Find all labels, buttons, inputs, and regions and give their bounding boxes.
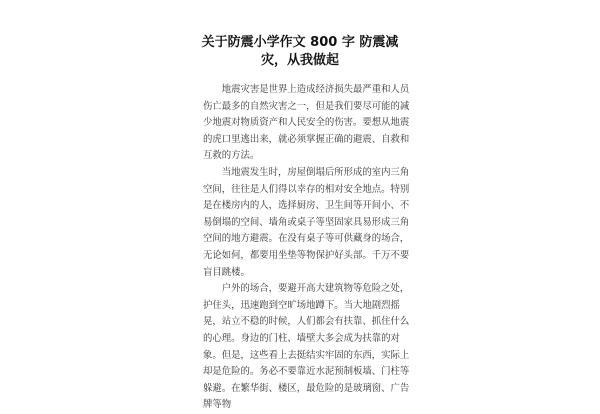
article-body — [203, 82, 415, 414]
paragraph: 当地震发生时，房屋倒塌后所形成的室内三角空间，往往是人们得以幸存的相对安全地点。特别是在楼房内的人，选择厨房、卫生间等开间小、不易倒塌的空间、墙角或桌子等坚固家具易形成三角空间的地方避震。在没有桌子等可供藏身的场合，无论如何，都要用坐垫等物保护好头部。千万不要盲目跳楼。 — [203, 166, 410, 278]
paragraph: 地震灾害是世界上造成经济损失最严重和人员伤亡最多的自然灾害之一，但是我们要尽可能的减少地震对物质资产和人民安全的伤害。要想从地震的虎口里逃出来，就必须掌握正确的避震、自救和互救的方法。 — [203, 84, 410, 162]
paragraph: 户外的场合，要避开高大建筑物等危险之处，护住头，迅速跑到空旷场地蹲下。当大地剧烈摇晃，站立不稳的时候，人们都会有扶靠、抓住什么的心理。身边的门柱、墙壁大多会成为扶靠的对象。但是，这些看上去挺结实牢固的东西，实际上却是危险的。务必不要靠近水泥预制板墙、门柱等躲避。在繁华街、楼区，最危险的是玻璃窗、广告牌等物 — [203, 283, 410, 411]
article-title: 关于防震小学作文 800 字 防震减灾，从我做起 — [201, 35, 399, 68]
